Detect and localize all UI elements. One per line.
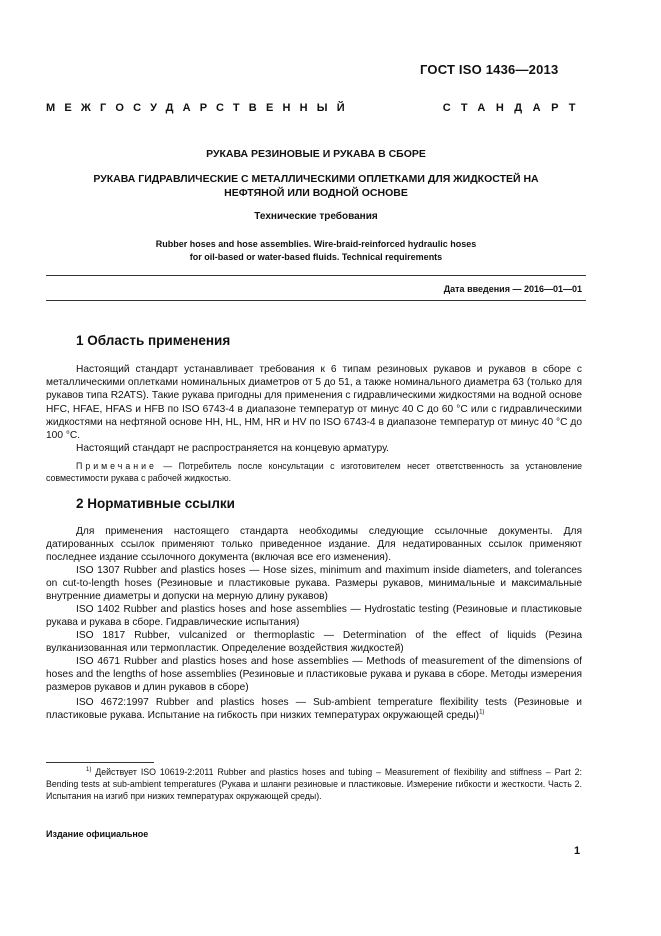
title-main-line-a: РУКАВА ГИДРАВЛИЧЕСКИЕ С МЕТАЛЛИЧЕСКИМИ ОПЛЕТКАМИ ДЛЯ ЖИДКОСТЕЙ НА <box>93 173 539 185</box>
section-2-heading: 2 Нормативные ссылки <box>76 496 235 511</box>
interstate-standard-banner <box>46 102 586 114</box>
section-1-heading: 1 Область применения <box>76 333 231 348</box>
introduction-date: Дата введения — 2016—01—01 <box>443 284 582 294</box>
divider-bottom <box>46 300 586 301</box>
footnote <box>46 766 582 802</box>
page-number: 1 <box>574 845 581 857</box>
section-2-paragraph: Для применения настоящего стандарта необходимы следующие ссылочные документы. Для датированных ссылок применяют только приведенное издание. Для недатированных ссылок применяют последнее издание ссылочного документа (включая все его изменения). <box>46 526 582 564</box>
section-1-paragraph-2: Настоящий стандарт не распространяется на концевую арматуру. <box>76 443 389 454</box>
footnote-text: Действует ISO 10619-2:2011 Rubber and plastics hoses and tubing – Measurement of flexibility and stiffness – Part 2: Bending tests at sub-ambient temperatures (Рукава и шланги резиновые и пластиковые. Измерение гибкости и жесткости. Часть 2. Испытания на изгиб при низких температурах окружающей среды). <box>46 767 582 801</box>
footnote-divider <box>46 762 154 763</box>
subtitle: Технические требования <box>254 211 378 222</box>
reference-iso-1307: ISO 1307 Rubber and plastics hoses — Hose sizes, minimum and maximum inside diameters, and tolerances on cut-to-length hoses (Резиновые и пластиковые рукава. Размеры рукавов, минимальные и максимальные внутренние диаметры и допуски на мерную длину рукавов) <box>46 565 582 603</box>
divider-top <box>46 275 586 276</box>
title-main <box>46 172 586 200</box>
reference-iso-4672 <box>46 696 582 722</box>
footnote-mark: 1) <box>86 767 92 774</box>
footnote-reference-mark: 1) <box>479 709 485 716</box>
reference-iso-1817: ISO 1817 Rubber, vulcanized or thermoplastic — Determination of the effect of liquids (Резина вулканизованная или термопластик. Определение воздействия жидкостей) <box>46 630 582 655</box>
title-main-line-b: НЕФТЯНОЙ ИЛИ ВОДНОЙ ОСНОВЕ <box>224 187 408 199</box>
title-line-1: РУКАВА РЕЗИНОВЫЕ И РУКАВА В СБОРЕ <box>206 148 426 160</box>
official-edition-label: Издание официальное <box>46 829 149 839</box>
note-text: — Потребитель после консультации с изготовителем несет ответственность за установление совместимости рукава с рабочей жидкостью. <box>46 461 582 483</box>
standard-number: ГОСТ ISO 1436—2013 <box>420 62 559 77</box>
english-title-line-1: Rubber hoses and hose assemblies. Wire-braid-reinforced hydraulic hoses <box>155 239 477 249</box>
english-title-line-2: for oil-based or water-based fluids. Technical requirements <box>189 251 443 262</box>
interstate-word: МЕЖГОСУДАРСТВЕННЫЙ <box>46 102 354 114</box>
section-1-paragraph: Настоящий стандарт устанавливает требования к 6 типам резиновых рукавов и рукавов в сборе с металлическими оплетками номинальных диаметров от 5 до 51, а также номинального диаметра 63 (только для рукавов типа R2ATS). Такие рукава пригодны для применения с гидравлическими жидкостями на водной основе HFC, HFAE, HFAS и HFB по ISO 6743-4 в диапазоне температур от минус 40 С до 60 °С или с гидравлическими жидкостями на нефтяной основе HH, HL, HM, HR и HV по ISO 6743-4 в диапазоне температур от минус 40 °С до 100 °С. <box>46 364 582 442</box>
reference-iso-1402: ISO 1402 Rubber and plastics hoses and hose assemblies — Hydrostatic testing (Резиновые и пластиковые рукава и рукава в сборе. Гидравлические испытания) <box>46 604 582 629</box>
note-label: Примечание <box>76 461 157 471</box>
standard-word: СТАНДАРТ <box>442 102 586 114</box>
section-1-note <box>46 460 582 484</box>
english-title <box>46 238 586 263</box>
reference-iso-4671: ISO 4671 Rubber and plastics hoses and hose assemblies — Methods of measurement of the dimensions of hoses and the lengths of hose assemblies (Резиновые и пластиковые рукава и рукава в сборе. Методы измерения размеров рукавов и длин рукавов в сборе) <box>46 656 582 694</box>
reference-iso-4672-text: ISO 4672:1997 Rubber and plastics hoses — Sub-ambient temperature flexibility tests (Резиновые и пластиковые рукава. Испытание на гибкость при низких температурах окружающей среды) <box>46 697 582 722</box>
